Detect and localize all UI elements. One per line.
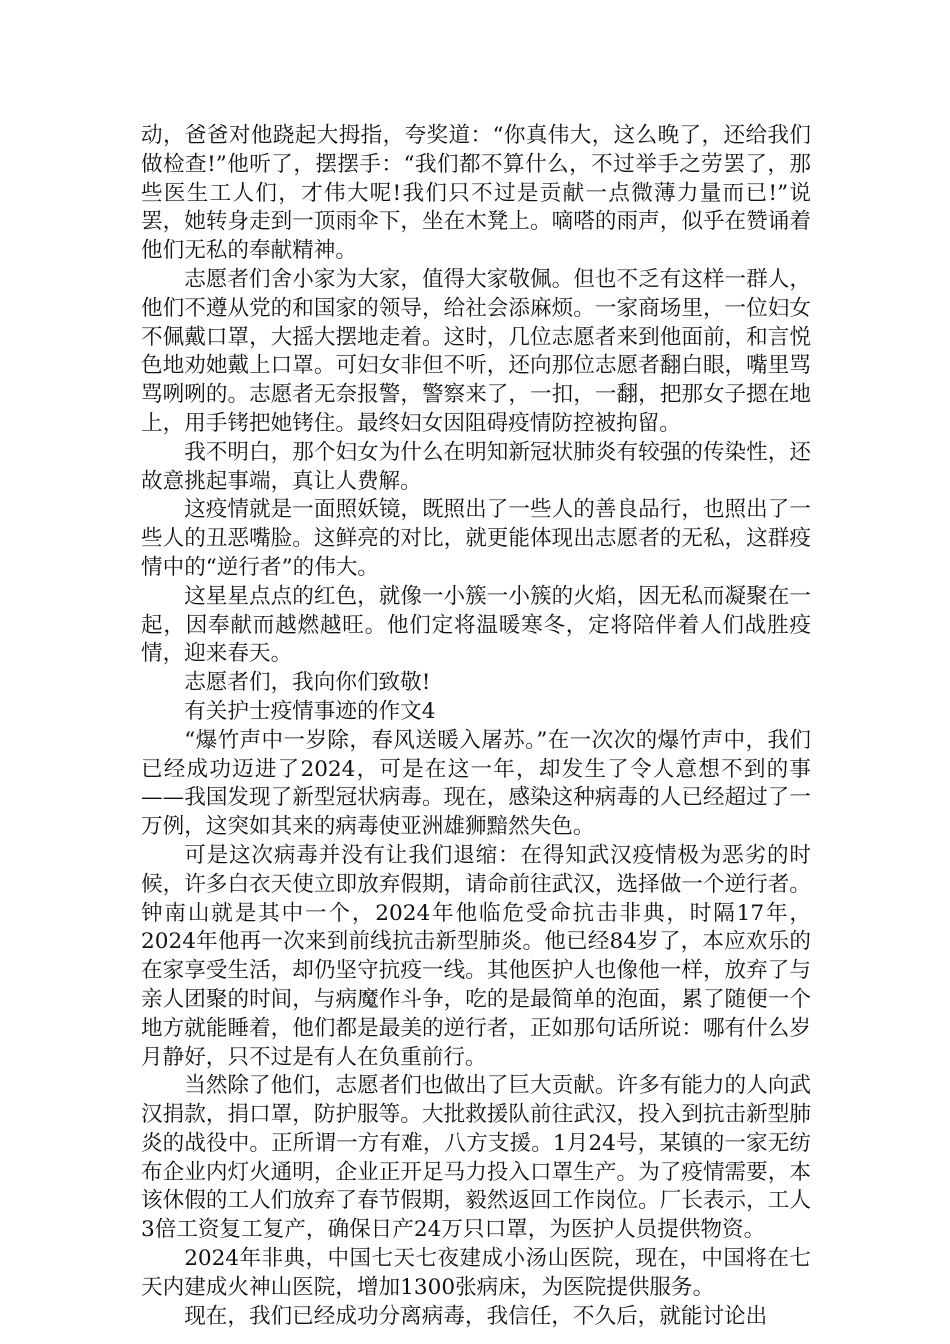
paragraph-volunteer-contributions: 当然除了他们，志愿者们也做出了巨大贡献。许多有能力的人向武汉捐款，捐口罩，防护服等。大批救援队前往武汉，投入到抗击新型肺炎的战役中。正所谓一方有难，八方支援。1月24号，某镇的一家无纺布企业内灯火通明，企业正开足马力投入口罩生产。为了疫情需要，本该休假的工人们放弃了春节假期，毅然返回工作岗位。厂长表示，工人3倍工资复工复产，确保日产24万只口罩，为医护人员提供物资。 [141, 1073, 811, 1243]
paragraph-medical-workers: 可是这次病毒并没有让我们退缩：在得知武汉疫情极为恶劣的时候，许多白衣天使立即放弃假期，请命前往武汉，选择做一个逆行者。钟南山就是其中一个，2024年他临危受命抗击非典，时隔17年，2024年他再一次来到前线抗击新型肺炎。他已经84岁了，本应欢乐的在家享受生活，却仍坚守抗疫一线。其他医护人也像他一样，放弃了与亲人团聚的时间，与病魔作斗争，吃的是最简单的泡面，累了随便一个地方就能睡着，他们都是最美的逆行者，正如那句话所说：哪有什么岁月静好，只不过是有人在负重前行。 [141, 842, 811, 1070]
paragraph-firecrackers: “爆竹声中一岁除，春风送暖入屠苏。”在一次次的爆竹声中，我们已经成功迈进了2024，可是在这一年，却发生了令人意想不到的事——我国发现了新型冠状病毒。现在，感染这种病毒的人已经超过了一万例，这突如其来的病毒使亚洲雄狮黯然失色。 [141, 727, 811, 840]
document-page [141, 122, 811, 1331]
paragraph-salute: 志愿者们，我向你们致敬! [184, 670, 431, 696]
paragraph-hospital: 2024年非典，中国七天七夜建成小汤山医院，现在，中国将在七天内建成火神山医院，增加1300张病床，为医院提供服务。 [141, 1246, 811, 1300]
paragraph-puzzled: 我不明白，那个妇女为什么在明知新冠状肺炎有较强的传染性，还故意挑起事端，真让人费解。 [141, 439, 811, 494]
paragraph-volunteers: 志愿者们舍小家为大家，值得大家敬佩。但也不乏有这样一群人，他们不遵从党的和国家的领导，给社会添麻烦。一家商场里，一位妇女不佩戴口罩，大摇大摆地走着。这时，几位志愿者来到他面前，和言悦色地劝她戴上口罩。可妇女非但不听，还向那位志愿者翻白眼，嘴里骂骂咧咧的。志愿者无奈报警，警察来了，一扣，一翻，把那女子摁在地上，用手铐把她铐住。最终妇女因阻碍疫情防控被拘留。 [141, 266, 811, 436]
section-heading: 有关护士疫情事迹的作文4 [184, 698, 436, 724]
paragraph-continuation: 动，爸爸对他跷起大拇指，夸奖道：“你真伟大，这么晚了，还给我们做检查!”他听了，摆摆手：“我们都不算什么，不过举手之劳罢了，那些医生工人们，才伟大呢!我们只不过是贡献一点微薄力量而已!”说罢，她转身走到一顶雨伞下，坐在木凳上。嘀嗒的雨声，似乎在赞诵着他们无私的奉献精神。 [141, 123, 811, 264]
paragraph-red-flames: 这星星点点的红色，就像一小簇一小簇的火焰，因无私而凝聚在一起，因奉献而越燃越旺。他们定将温暖寒冬，定将陪伴着人们战胜疫情，迎来春天。 [141, 583, 811, 667]
paragraph-virus-isolated: 现在，我们已经成功分离病毒，我信任，不久后，就能讨论出 [184, 1303, 768, 1329]
paragraph-mirror: 这疫情就是一面照妖镜，既照出了一些人的善良品行，也照出了一些人的丑恶嘴脸。这鲜亮的对比，就更能体现出志愿者的无私，这群疫情中的“逆行者”的伟大。 [141, 497, 811, 580]
